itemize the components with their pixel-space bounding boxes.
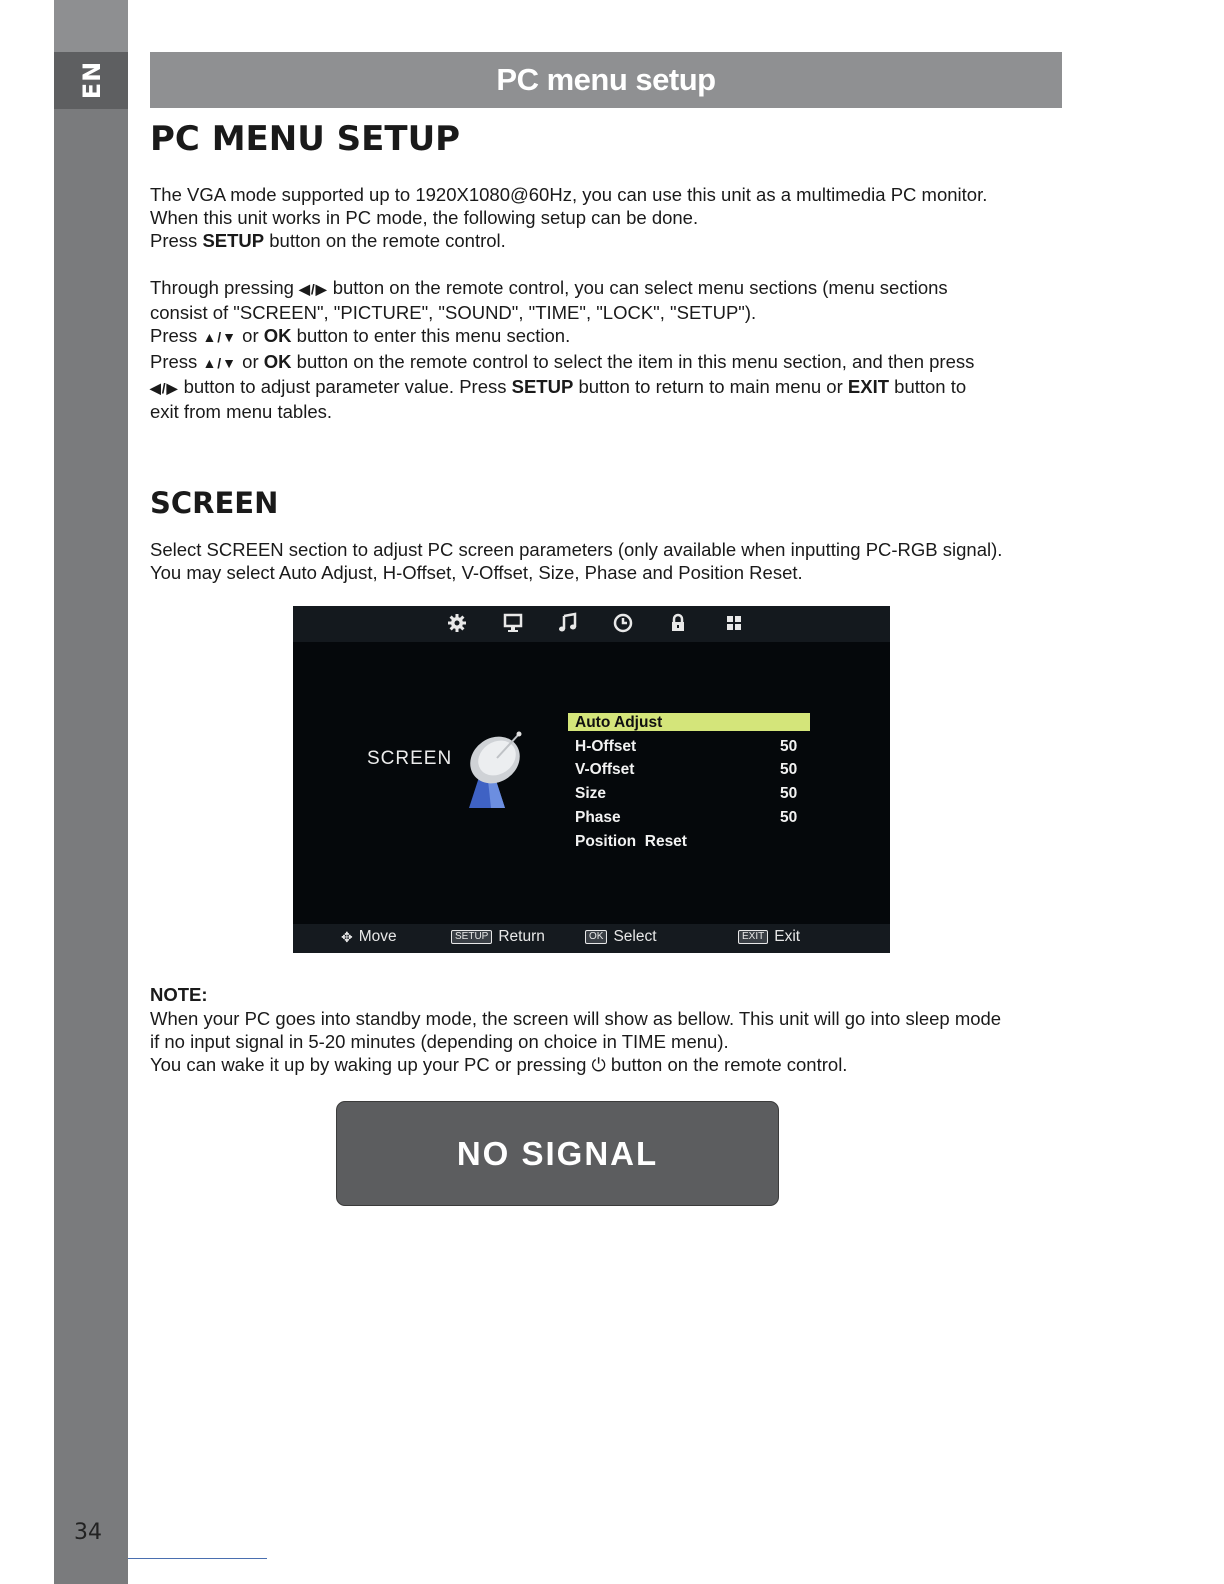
footer-return [451,928,545,946]
lock-icon [666,612,690,636]
footer-exit [738,928,800,946]
h-offset-value: 50 [780,738,798,755]
monitor-icon [501,612,525,636]
v-offset-value: 50 [780,761,798,778]
no-signal-screen: NO SIGNAL [336,1101,779,1206]
phase-value: 50 [780,809,798,826]
section-banner: PC menu setup [150,52,1062,108]
setup-keyword: SETUP [511,375,574,397]
ok-key-icon: OK [585,930,607,944]
note-heading: NOTE: [150,984,208,1005]
footer-select-label: Select [613,928,657,945]
osd-section-label: SCREEN [367,748,453,769]
size-value: 50 [780,785,798,802]
menu-item-h-offset[interactable]: H-Offset [575,738,637,755]
nav-text: or [237,350,264,372]
nav-text: button on the remote control, you can select menu sections (menu sections [327,277,948,298]
intro-paragraph [150,183,1070,253]
menu-item-position-reset[interactable]: Position Reset [575,833,687,850]
ok-keyword: OK [263,350,292,372]
footer-exit-label: Exit [774,928,801,945]
intro-line-3-pre: Press [150,230,203,252]
setup-keyword: SETUP [202,230,265,252]
footer-select [585,928,657,946]
note-line-3-post: button on the remote control. [605,1054,848,1076]
grid-icon [722,612,746,636]
setup-key-icon: SETUP [451,930,492,944]
gear-icon [445,612,469,636]
nav-text: button to [889,375,967,397]
osd-menu-screen [293,606,890,953]
nav-text: Press [150,350,203,372]
page-number: 34 [74,1520,102,1545]
page-title: PC MENU SETUP [150,119,461,159]
nav-text: button on the remote control to select the item in this menu section, and then press [291,350,975,372]
nav-text: button to adjust parameter value. Press [178,375,512,397]
up-down-arrows: ▲/▼ [202,354,238,371]
power-icon: ⏻ [591,1055,606,1076]
nav-text: exit from menu tables. [150,401,332,423]
footer-move-label: Move [358,928,397,945]
osd-icon-bar [293,606,890,642]
language-label: EN [78,60,106,100]
intro-line-3-post: button on the remote control. [264,230,506,252]
osd-footer [293,924,890,953]
note-line-2: if no input signal in 5-20 minutes (depending on choice in TIME menu). [150,1031,729,1053]
footer-return-label: Return [498,928,545,945]
left-right-arrows: ◀/▶ [150,379,179,396]
up-down-arrows: ▲/▼ [202,329,238,346]
screen-desc-line-1: Select SCREEN section to adjust PC screen parameters (only available when inputting PC-RGB signal). [150,539,1003,560]
clock-icon [611,612,635,636]
note-paragraph [150,1007,1070,1078]
nav-text: button to return to main menu or [573,375,848,397]
footer-rule [128,1558,267,1559]
footer-move [341,928,397,946]
intro-line-2: When this unit works in PC mode, the following setup can be done. [150,207,699,229]
menu-item-auto-adjust[interactable]: Auto Adjust [575,714,663,731]
screen-description [150,538,1070,584]
screen-heading: SCREEN [150,486,279,520]
left-right-arrows: ◀/▶ [299,281,328,297]
nav-text: Press [150,325,203,347]
ok-keyword: OK [263,325,292,347]
nav-text: consist of "SCREEN", "PICTURE", "SOUND", "TIME", "LOCK", "SETUP"). [150,302,757,324]
move-arrows-icon: ✥ [341,928,353,945]
menu-item-v-offset[interactable]: V-Offset [575,761,635,778]
intro-line-1: The VGA mode supported up to 1920X1080@60Hz, you can use this unit as a multimedia PC monitor. [150,184,988,205]
note-line-1: When your PC goes into standby mode, the screen will show as bellow. This unit will go into sleep mode [150,1008,1002,1029]
nav-text: button to enter this menu section. [291,325,571,347]
exit-key-icon: EXIT [738,930,768,944]
music-icon [556,612,580,636]
sidebar [54,0,128,1584]
satellite-dish-icon [453,726,533,811]
sidebar-top [54,0,128,52]
menu-item-size[interactable]: Size [575,785,607,802]
note-line-3-pre: You can wake it up by waking up your PC or pressing [150,1054,592,1076]
nav-text: Through pressing [150,277,300,298]
exit-keyword: EXIT [847,375,890,397]
nav-text: or [237,325,264,347]
screen-desc-line-2: You may select Auto Adjust, H-Offset, V-Offset, Size, Phase and Position Reset. [150,562,803,584]
menu-item-phase[interactable]: Phase [575,809,621,826]
navigation-paragraph [150,276,1070,423]
